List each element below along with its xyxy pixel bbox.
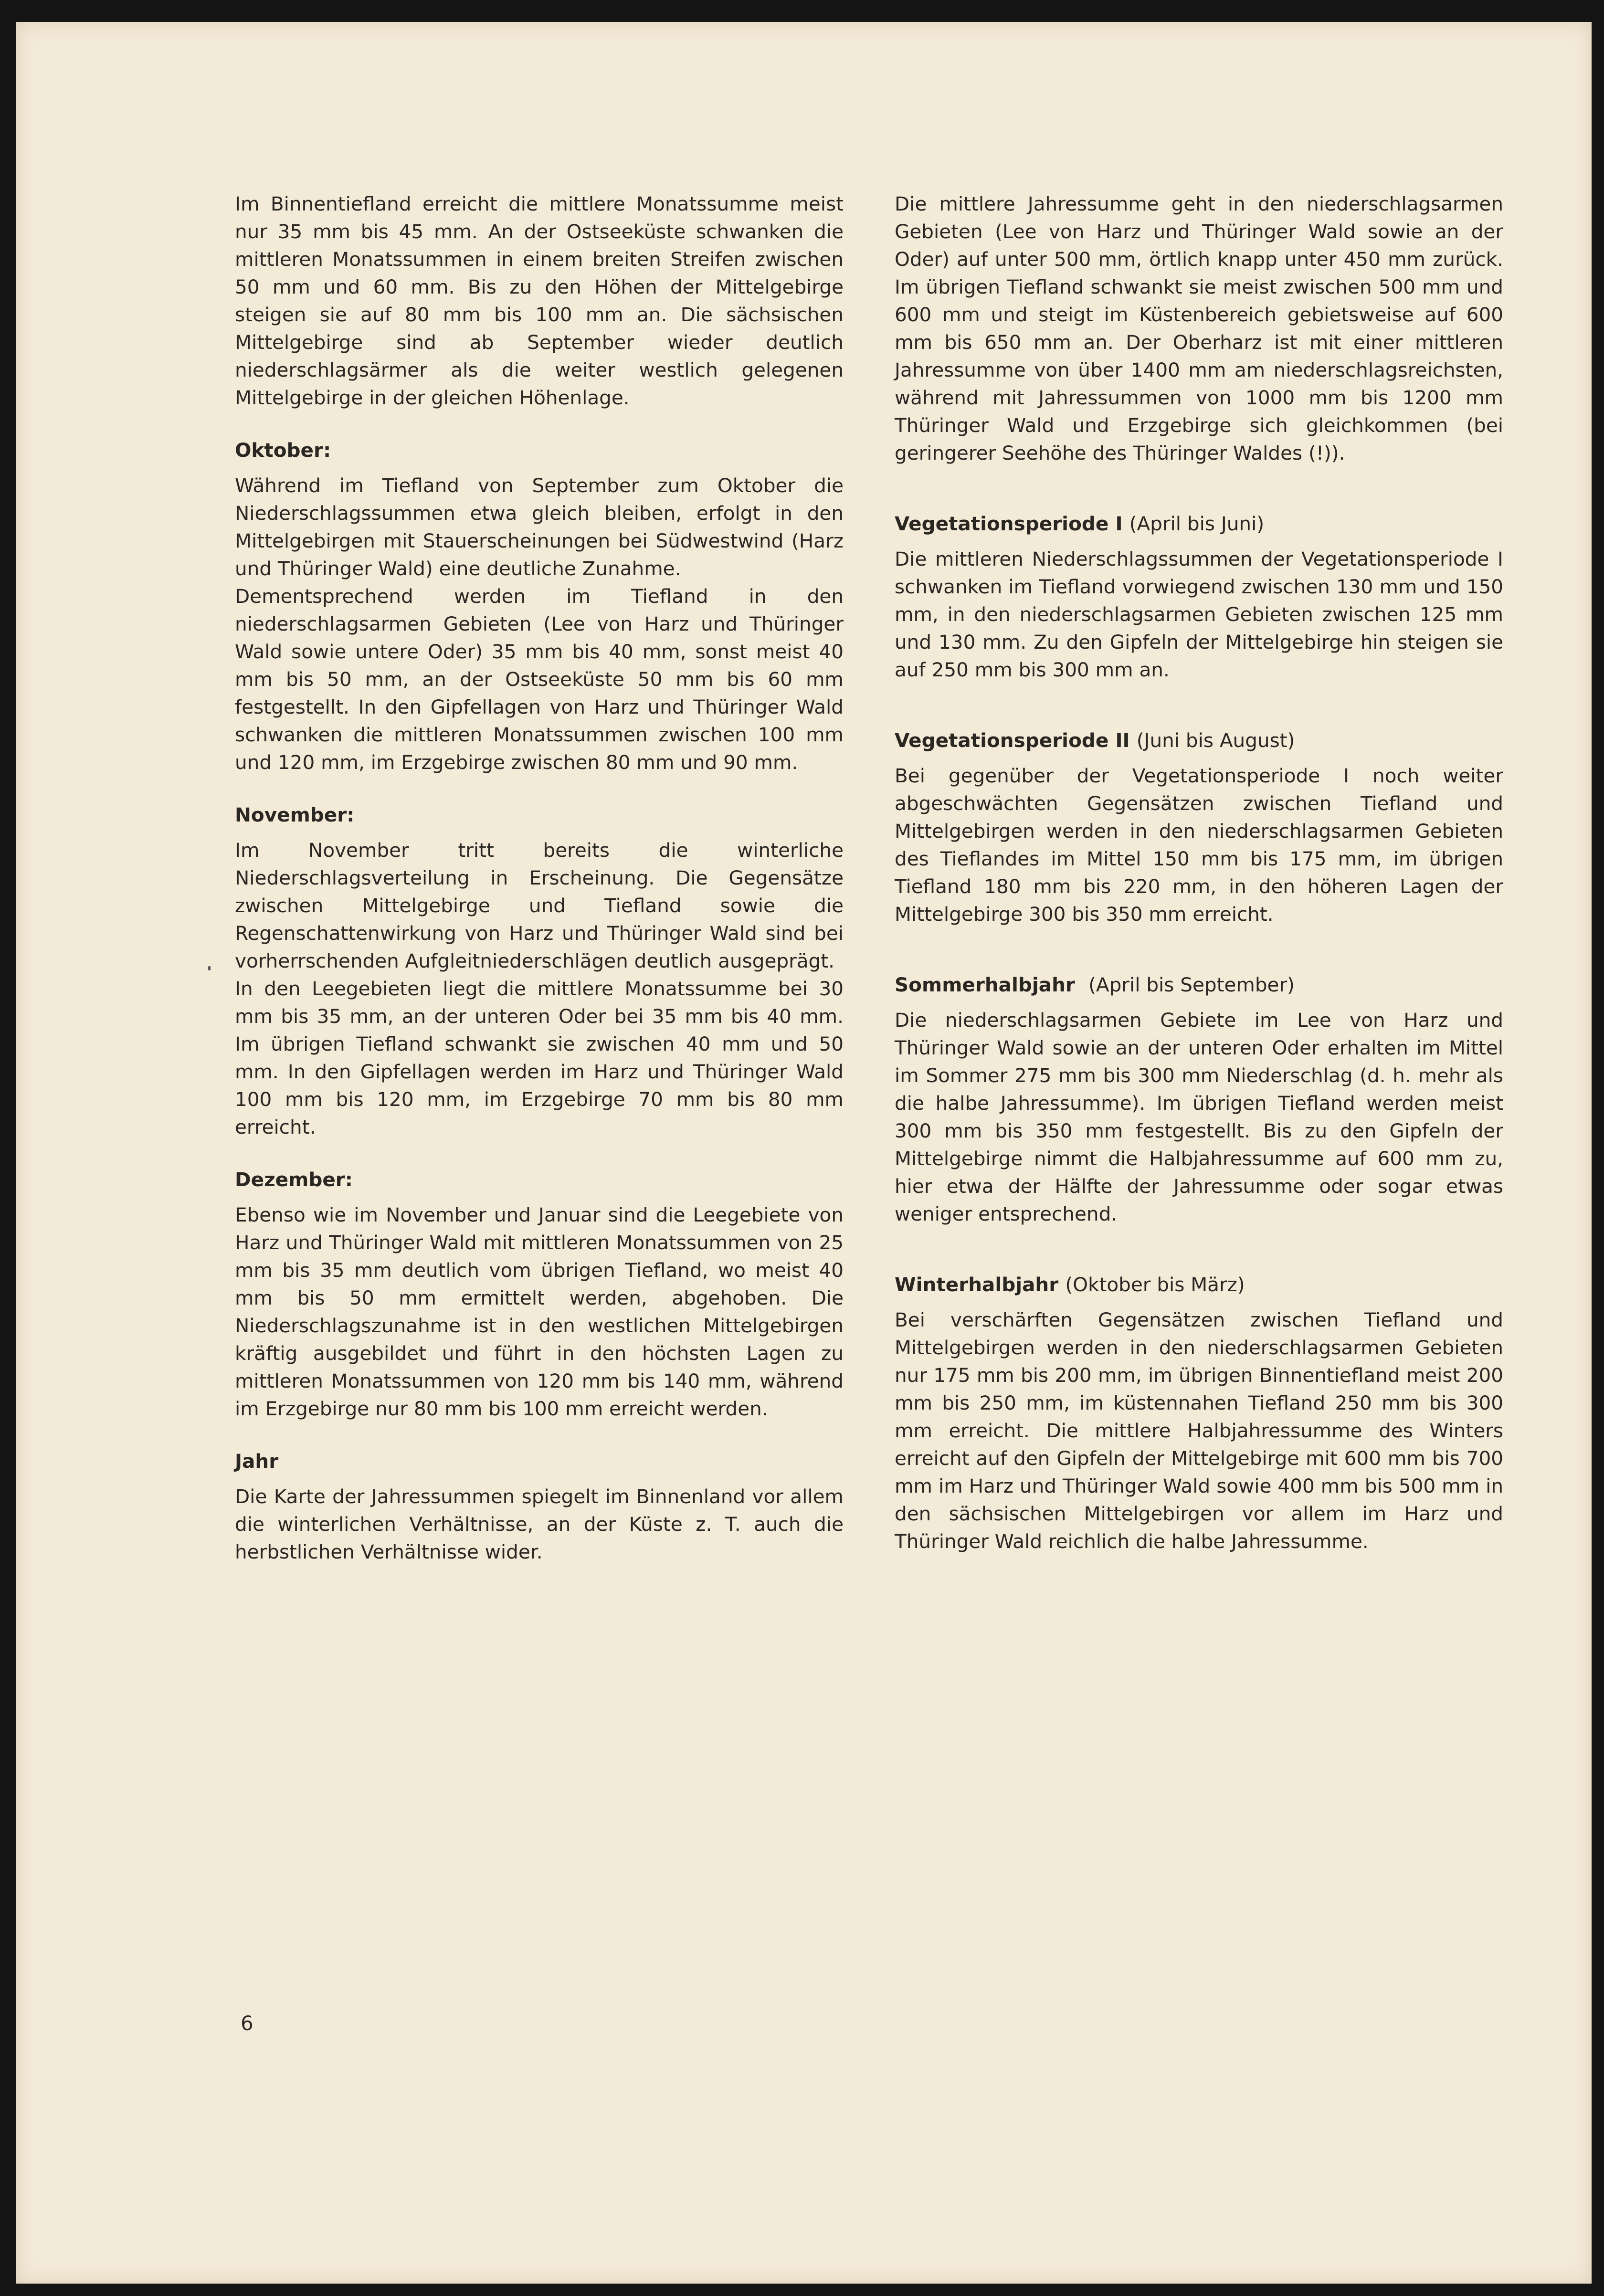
section-heading-oktober: Oktober: [235, 439, 331, 462]
page-number: 6 [241, 2012, 253, 2035]
section-sommerhalbjahr [895, 971, 1503, 1228]
heading-title: Vegetationsperiode I [895, 512, 1123, 535]
paragraph: In den Leegebieten liegt die mittlere Monatssumme bei 30 mm bis 35 mm, an der unteren Oder bei 35 mm bis 40 mm. Im übrigen Tiefland schwankt sie zwischen 40 mm und 50 mm. In den Gipfellagen werden im Harz und Thüringer Wald 100 mm bis 120 mm, im Erzgebirge 70 mm bis 80 mm erreicht. [235, 977, 844, 1138]
paragraph: Ebenso wie im November und Januar sind die Leegebiete von Harz und Thüringer Wald mit mittleren Monatssummen von 25 mm bis 35 mm deutlich vom übrigen Tiefland, wo meist 40 mm bis 50 mm ermittelt werden, abgehoben. Die Niederschlagszunahme ist in den westlichen Mittelgebirgen kräftig ausgebildet und führt in den höchsten Lagen zu mittleren Monatssummen von 120 mm bis 140 mm, während im Erzgebirge nur 80 mm bis 100 mm erreicht werden. [235, 1203, 844, 1420]
section-jahr-continued [895, 190, 1503, 467]
heading-title: Sommerhalbjahr [895, 973, 1075, 996]
document-page [16, 22, 1592, 2284]
section-dezember [235, 1166, 844, 1422]
heading-note: (April bis September) [1088, 973, 1295, 996]
paragraph: Die Karte der Jahressummen spiegelt im Binnenland vor allem die winterlichen Verhältnisse, an der Küste z. T. auch die herbstlichen Verhältnisse wider. [235, 1485, 844, 1563]
section-jahr [235, 1447, 844, 1566]
right-column [895, 190, 1503, 1598]
paragraph: Die mittlere Jahressumme geht in den niederschlagsarmen Gebieten (Lee von Harz und Thüringer Wald sowie an der Oder) auf unter 500 mm, örtlich knapp unter 450 mm zurück. Im übrigen Tiefland schwankt sie meist zwischen 500 mm und 600 mm und steigt im Küstenbereich gebietsweise auf 600 mm bis 650 mm an. Der Oberharz ist mit einer mittleren Jahressumme von über 1400 mm am niederschlagsreichsten, während mit Jahressummen von 1000 mm bis 1200 mm Thüringer Wald und Erzgebirge sich gleichkommen (bei geringerer Seehöhe des Thüringer Waldes (!)). [895, 192, 1503, 464]
section-vegetationsperiode-2 [895, 727, 1503, 928]
scan-speck [208, 966, 211, 970]
paragraph: Während im Tiefland von September zum Oktober die Niederschlagssummen etwa gleich bleiben, erfolgt in den Mittelgebirgen mit Stauerscheinungen bei Südwestwind (Harz und Thüringer Wald) eine deutliche Zunahme. [235, 474, 844, 580]
heading-title: Vegetationsperiode II [895, 729, 1130, 752]
paragraph: Die mittleren Niederschlagssummen der Vegetationsperiode I schwanken im Tiefland vorwiegend zwischen 130 mm und 150 mm, in den niederschlagsarmen Gebieten zwischen 125 mm und 130 mm. Zu den Gipfeln der Mittelgebirge hin steigen sie auf 250 mm bis 300 mm an. [895, 548, 1503, 681]
section-oktober [235, 436, 844, 776]
section-winterhalbjahr [895, 1271, 1503, 1555]
section-heading-dezember: Dezember: [235, 1168, 353, 1191]
paragraph: Bei gegenüber der Vegetationsperiode I noch weiter abgeschwächten Gegensätzen zwischen Tiefland und Mittelgebirgen werden in den niederschlagsarmen Gebieten des Tieflandes im Mittel 150 mm bis 175 mm, im übrigen Tiefland 180 mm bis 220 mm, in den höheren Lagen der Mittelgebirge 300 bis 350 mm erreicht. [895, 764, 1503, 926]
paragraph: Im November tritt bereits die winterliche Niederschlagsverteilung in Erscheinung. Die Gegensätze zwischen Mittelgebirge und Tiefland sowie die Regenschattenwirkung von Harz und Thüringer Wald sind bei vorherrschenden Aufgleitniederschlägen deutlich ausgeprägt. [235, 839, 844, 972]
section-vegetationsperiode-1 [895, 510, 1503, 684]
section-intro [235, 190, 844, 411]
heading-note: (Oktober bis März) [1065, 1273, 1245, 1296]
heading-title: Winterhalbjahr [895, 1273, 1059, 1296]
section-heading-november: November: [235, 803, 355, 826]
left-column [235, 190, 844, 1590]
section-november [235, 801, 844, 1141]
section-heading-jahr: Jahr [235, 1450, 279, 1473]
section-heading-vegetationsperiode-2 [895, 727, 1503, 754]
paragraph: Im Binnentiefland erreicht die mittlere Monatssumme meist nur 35 mm bis 45 mm. An der Ostseeküste schwanken die mittleren Monatssummen in einem breiten Streifen zwischen 50 mm und 60 mm. Bis zu den Höhen der Mittelgebirge steigen sie auf 80 mm bis 100 mm an. Die sächsischen Mittelgebirge sind ab September wieder deutlich niederschlagsärmer als die weiter westlich gelegenen Mittelgebirge in der gleichen Höhenlage. [235, 192, 844, 409]
paragraph: Bei verschärften Gegensätzen zwischen Tiefland und Mittelgebirgen werden in den niederschlagsarmen Gebieten nur 175 mm bis 200 mm, im übrigen Binnentiefland meist 200 mm bis 250 mm, im küstennahen Tiefland 250 mm bis 300 mm erreicht. Die mittlere Halbjahressumme des Winters erreicht auf den Gipfeln der Mittelgebirge mit 600 mm bis 700 mm im Harz und Thüringer Wald sowie 400 mm bis 500 mm in den sächsischen Mittelgebirgen vor allem im Harz und Thüringer Wald reichlich die halbe Jahressumme. [895, 1308, 1503, 1553]
paragraph: Dementsprechend werden im Tiefland in den niederschlagsarmen Gebieten (Lee von Harz und Thüringer Wald sowie untere Oder) 35 mm bis 40 mm, sonst meist 40 mm bis 50 mm, an der Ostseeküste 50 mm bis 60 mm festgestellt. In den Gipfellagen von Harz und Thüringer Wald schwanken die mittleren Monatssummen zwischen 100 mm und 120 mm, im Erzgebirge zwischen 80 mm und 90 mm. [235, 585, 844, 774]
section-heading-vegetationsperiode-1 [895, 510, 1503, 537]
section-heading-winterhalbjahr [895, 1271, 1503, 1298]
paragraph: Die niederschlagsarmen Gebiete im Lee von Harz und Thüringer Wald sowie an der unteren Oder erhalten im Mittel im Sommer 275 mm bis 300 mm Niederschlag (d. h. mehr als die halbe Jahressumme). Im übrigen Tiefland werden meist 300 mm bis 350 mm festgestellt. Bis zu den Gipfeln der Mittelgebirge nimmt die Halbjahressumme auf 600 mm zu, hier etwa der Hälfte der Jahressumme oder sogar etwas weniger entsprechend. [895, 1009, 1503, 1225]
heading-note: (Juni bis August) [1136, 729, 1295, 752]
section-heading-sommerhalbjahr [895, 971, 1503, 999]
heading-note: (April bis Juni) [1129, 512, 1265, 535]
